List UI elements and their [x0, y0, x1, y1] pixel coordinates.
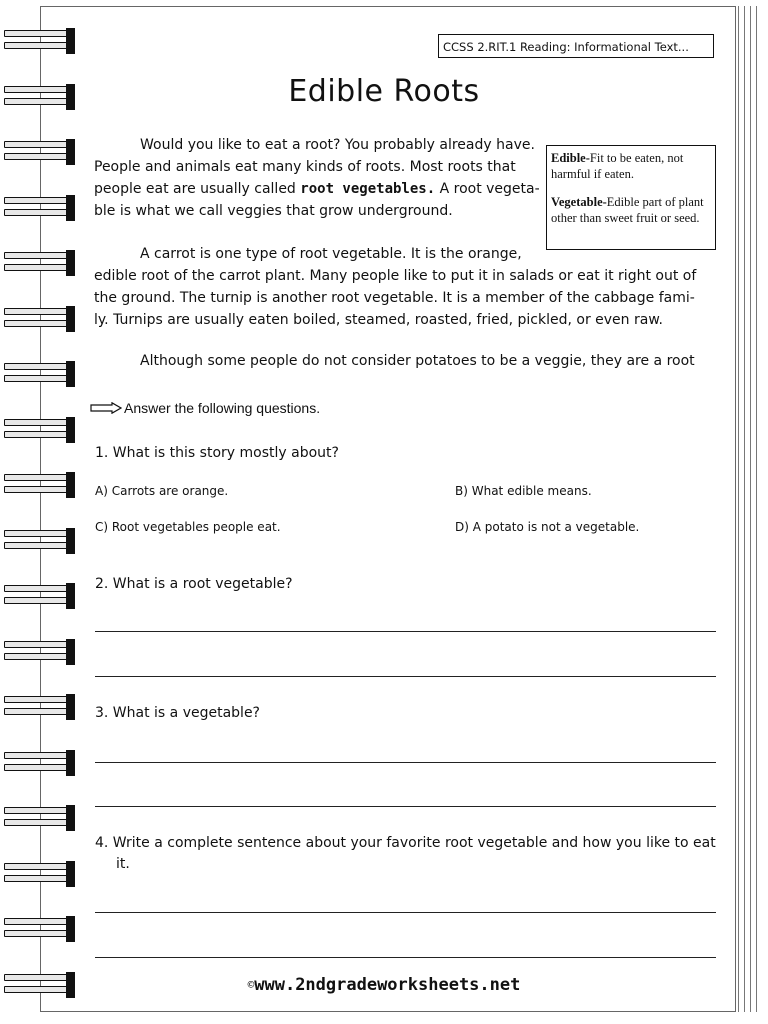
definition-vegetable [551, 194, 711, 226]
definition-term: Vegetable- [551, 195, 607, 209]
answer-line[interactable] [95, 676, 716, 677]
footer [0, 975, 768, 995]
spiral-coil [4, 139, 78, 165]
spiral-coil [4, 528, 78, 554]
passage-line [94, 178, 540, 200]
answer-line[interactable] [95, 806, 716, 807]
copyright-symbol: © [247, 978, 255, 991]
passage-text: A root vegeta- [435, 181, 540, 197]
passage-line: People and animals eat many kinds of roots. Most roots that [94, 159, 516, 175]
page-edge [738, 6, 739, 1012]
answer-option-c[interactable]: C) Root vegetables people eat. [95, 520, 281, 534]
spiral-coil [4, 639, 78, 665]
question-2: 2. What is a root vegetable? [95, 576, 293, 592]
page-title: Edible Roots [288, 74, 480, 109]
page-edge [744, 6, 745, 1012]
spiral-coil [4, 306, 78, 332]
spiral-coil [4, 195, 78, 221]
answer-option-a[interactable]: A) Carrots are orange. [95, 484, 229, 498]
answer-line[interactable] [95, 631, 716, 632]
passage-line: ly. Turnips are usually eaten boiled, steamed, roasted, fried, pickled, or even raw. [94, 312, 663, 328]
question-1: 1. What is this story mostly about? [95, 445, 339, 461]
page-edge [756, 6, 757, 1012]
spiral-coil [4, 472, 78, 498]
answer-option-b[interactable]: B) What edible means. [455, 484, 592, 498]
definition-text: Fit to be eaten, not harmful if eaten. [551, 151, 684, 181]
answer-option-d[interactable]: D) A potato is not a vegetable. [455, 520, 640, 534]
spiral-binding-icon [0, 0, 80, 1024]
passage-line: ble is what we call veggies that grow underground. [94, 203, 453, 219]
spiral-coil [4, 916, 78, 942]
spiral-coil [4, 583, 78, 609]
passage-line: the ground. The turnip is another root vegetable. It is a member of the cabbage fami- [94, 290, 695, 306]
definition-term: Edible- [551, 151, 590, 165]
question-3: 3. What is a vegetable? [95, 705, 260, 721]
answer-line[interactable] [95, 912, 716, 913]
passage-text: people eat are usually called [94, 181, 301, 197]
spiral-coil [4, 694, 78, 720]
definition-edible [551, 150, 711, 182]
arrow-right-icon [90, 402, 122, 414]
passage-line: Although some people do not consider potatoes to be a veggie, they are a root [140, 353, 695, 369]
standard-label: CCSS 2.RIT.1 Reading: Informational Text... [438, 34, 714, 58]
question-4: 4. Write a complete sentence about your favorite root vegetable and how you like to eat [95, 835, 716, 851]
passage-line: Would you like to eat a root? You probably already have. [140, 137, 535, 153]
spiral-coil [4, 250, 78, 276]
spiral-coil [4, 805, 78, 831]
key-term: root vegetables. [300, 181, 436, 197]
question-4-continued: it. [116, 856, 130, 872]
definition-text: Edible part of plant other than sweet fruit or seed. [551, 195, 704, 225]
page-edge [750, 6, 751, 1012]
spiral-coil [4, 861, 78, 887]
spiral-coil [4, 750, 78, 776]
instructions [90, 398, 320, 418]
passage-line: A carrot is one type of root vegetable. It is the orange, [140, 246, 522, 262]
site-link[interactable]: www.2ndgradeworksheets.net [254, 975, 521, 995]
answer-line[interactable] [95, 762, 716, 763]
spiral-coil [4, 28, 78, 54]
spiral-coil [4, 361, 78, 387]
definitions-box [546, 145, 716, 250]
spiral-coil [4, 417, 78, 443]
passage-line: edible root of the carrot plant. Many people like to put it in salads or eat it right out of [94, 268, 697, 284]
instructions-text: Answer the following questions. [124, 400, 321, 416]
answer-line[interactable] [95, 957, 716, 958]
